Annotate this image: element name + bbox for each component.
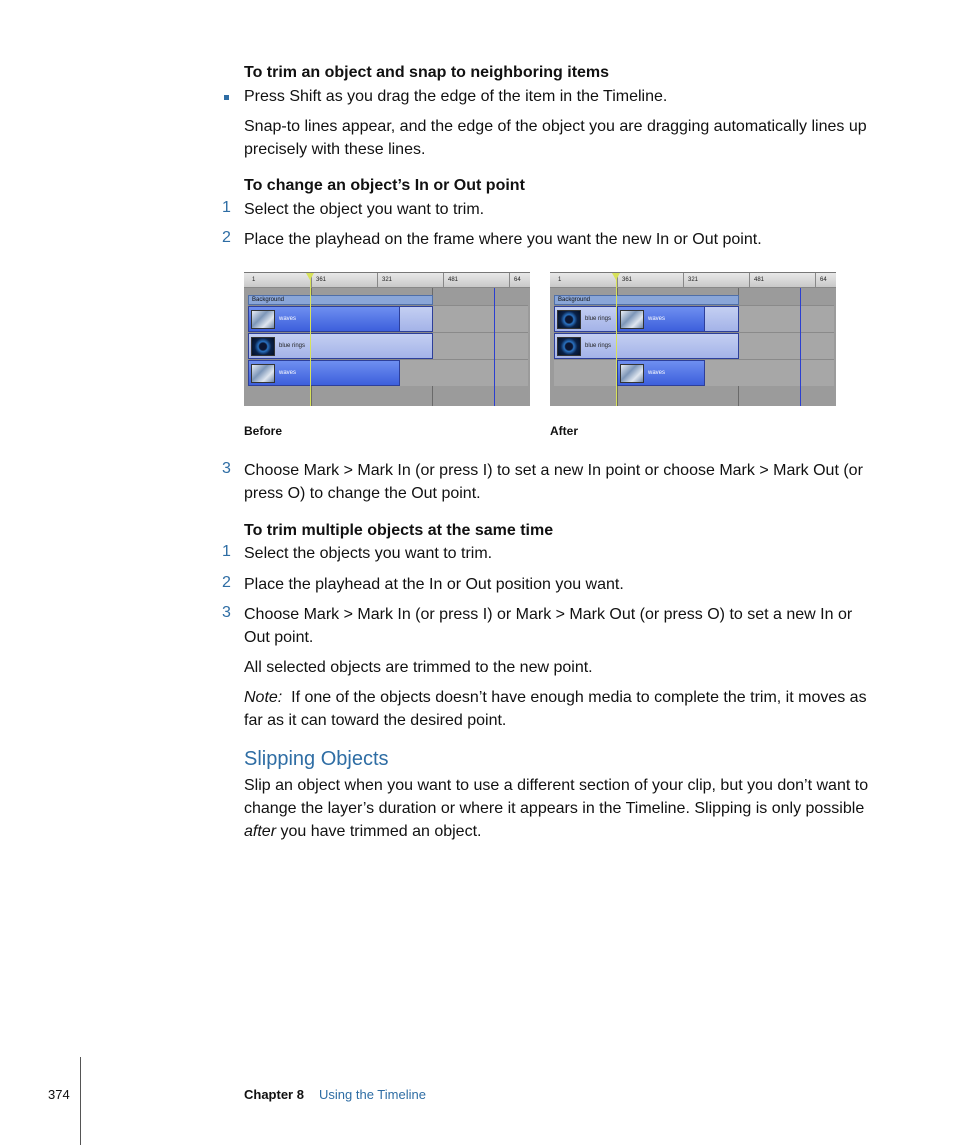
clip-extension <box>399 306 433 332</box>
snap-paragraph: Snap-to lines appear, and the edge of the object you are dragging automatically lines up precisely with these lines. <box>244 118 867 158</box>
blue-rings-thumbnail <box>557 337 581 356</box>
clip-blue-rings <box>248 333 433 359</box>
step-text: Place the playhead at the In or Out position you want. <box>244 576 624 593</box>
clip-label: waves <box>648 316 666 322</box>
waves-thumbnail <box>251 310 275 329</box>
step-number: 1 <box>222 543 231 560</box>
step-text: Select the object you want to trim. <box>244 201 485 218</box>
step-text: Choose Mark > Mark In (or press I) to set a new In point or choose Mark > Mark Out (or press O) to change the Out point. <box>244 462 863 502</box>
step-text: Select the objects you want to trim. <box>244 545 493 562</box>
trimmed-paragraph: All selected objects are trimmed to the new point. <box>244 659 593 676</box>
step-number: 2 <box>222 229 231 246</box>
caption-before: Before <box>244 424 283 438</box>
heading-change-in-out: To change an object’s In or Out point <box>244 177 525 194</box>
ruler-tick-label: 64 <box>820 277 827 283</box>
clip-waves <box>617 360 705 386</box>
step-number: 1 <box>222 199 231 216</box>
note-label: Note: <box>244 689 283 706</box>
timeline-ruler <box>550 273 836 288</box>
blue-rings-thumbnail <box>557 310 581 329</box>
note-text: If one of the objects doesn’t have enough media to complete the trim, it moves as far as it can toward the desired point. <box>244 689 867 729</box>
clip-label: waves <box>279 370 297 376</box>
ruler-tick-label: 1 <box>252 277 256 283</box>
ruler-tick-label: 481 <box>448 277 459 283</box>
clip-label: waves <box>279 316 297 322</box>
heading-trim-snap: To trim an object and snap to neighboring items <box>244 64 610 81</box>
clip-waves <box>248 306 400 332</box>
clip-waves <box>617 306 705 332</box>
playhead-marker <box>306 273 314 280</box>
slipping-emphasis: after <box>244 823 277 840</box>
out-point-marker <box>494 288 495 406</box>
timeline-after-screenshot <box>550 272 836 406</box>
slipping-text: Slip an object when you want to use a different section of your clip, but you don’t want to change the layer’s duration or where it appears in the Timeline. Slipping is only possible <box>244 777 869 817</box>
ruler-tick-label: 321 <box>382 277 393 283</box>
caption-after: After <box>550 424 579 438</box>
footer-chapter: Chapter 8 <box>244 1087 304 1102</box>
clip-waves <box>248 360 400 386</box>
ruler-tick-label: 321 <box>688 277 699 283</box>
ruler-tick-label: 361 <box>316 277 327 283</box>
slipping-text-end: you have trimmed an object. <box>276 823 482 840</box>
clip-label: blue rings <box>585 316 612 322</box>
clip-label: waves <box>648 370 666 376</box>
ruler-tick-label: 361 <box>622 277 633 283</box>
playhead <box>310 273 311 406</box>
timeline-before-screenshot <box>244 272 530 406</box>
ruler-tick-label: 481 <box>754 277 765 283</box>
timeline-ruler <box>244 273 530 288</box>
ruler-tick-label: 64 <box>514 277 521 283</box>
step-text: Choose Mark > Mark In (or press I) or Mark > Mark Out (or press O) to set a new In or Out point. <box>244 606 853 646</box>
clip-label: blue rings <box>585 343 612 349</box>
page-number: 374 <box>48 1087 70 1102</box>
playhead-marker <box>612 273 620 280</box>
section-title-slipping: Slipping Objects <box>244 748 389 770</box>
step-number: 3 <box>222 604 231 621</box>
footer-chapter-title: Using the Timeline <box>319 1087 426 1102</box>
playhead <box>616 273 617 406</box>
bullet-marker <box>224 95 229 100</box>
blue-rings-thumbnail <box>251 337 275 356</box>
background-row: Background <box>554 295 739 305</box>
step-text: Place the playhead on the frame where you want the new In or Out point. <box>244 231 762 248</box>
heading-trim-multiple: To trim multiple objects at the same time <box>244 522 554 539</box>
step-number: 2 <box>222 574 231 591</box>
bullet-text: Press Shift as you drag the edge of the item in the Timeline. <box>244 88 668 105</box>
clip-blue-rings <box>554 333 739 359</box>
waves-thumbnail <box>620 310 644 329</box>
note-paragraph <box>244 686 880 732</box>
footer-divider <box>80 1057 81 1145</box>
background-row: Background <box>248 295 433 305</box>
clip-extension <box>704 306 739 332</box>
clip-label: blue rings <box>279 343 306 349</box>
out-point-marker <box>800 288 801 406</box>
ruler-tick-label: 1 <box>558 277 562 283</box>
step-number: 3 <box>222 460 231 477</box>
clip-blue-rings <box>554 306 618 332</box>
waves-thumbnail <box>620 364 644 383</box>
waves-thumbnail <box>251 364 275 383</box>
slipping-paragraph <box>244 774 880 843</box>
